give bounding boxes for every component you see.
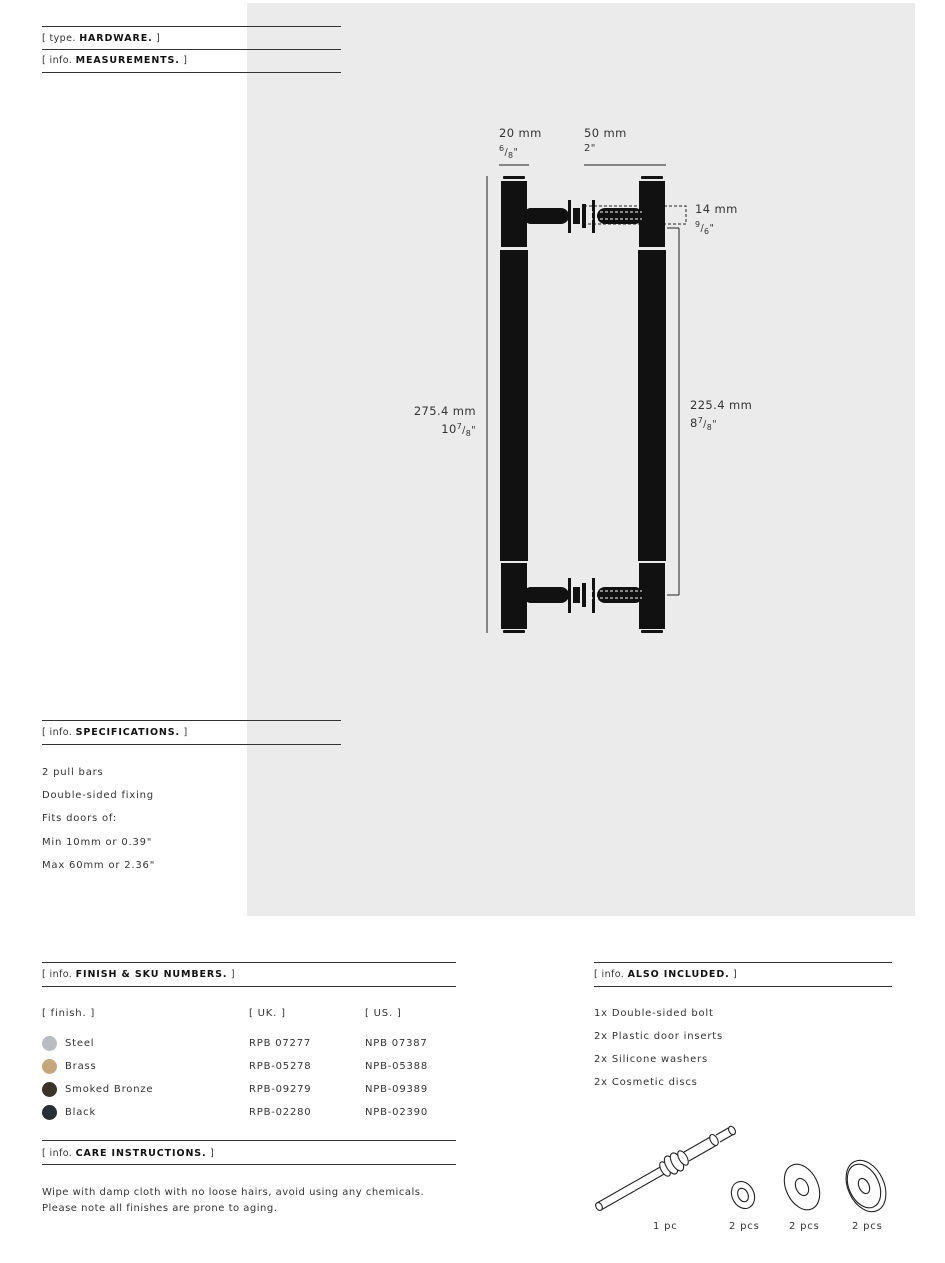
header-label: HARDWARE. — [79, 33, 153, 44]
header-suffix: ] — [209, 1148, 215, 1159]
included-item: 2x Plastic door inserts — [594, 1031, 723, 1042]
dimension-mm: 14 mm — [695, 202, 738, 216]
inch-denominator: 8 — [465, 429, 472, 439]
header-label: SPECIFICATIONS. — [75, 727, 181, 738]
header-suffix: ] — [156, 33, 161, 44]
included-item: 2x Cosmetic discs — [594, 1077, 698, 1088]
part-quantity: 2 pcs — [852, 1221, 883, 1232]
silicone-washer-illustration — [777, 1158, 826, 1215]
dimension-inch: $8^7/_8$" — [690, 416, 717, 433]
header-label: CARE INSTRUCTIONS. — [75, 1148, 207, 1159]
included-item: 1x Double-sided bolt — [594, 1008, 714, 1019]
header-prefix: [ info. — [42, 1148, 73, 1159]
dimension-inch: 2" — [584, 143, 596, 154]
dimension-inch: $^9/_6$" — [695, 220, 715, 237]
uk-sku: RPB-02280 — [249, 1107, 312, 1118]
care-text: Please note all finishes are prone to aging. — [42, 1203, 278, 1214]
inch-unit: " — [709, 223, 715, 235]
header-prefix: [ info. — [42, 55, 73, 66]
inch-numerator: 7 — [697, 416, 704, 425]
finish-name: Black — [65, 1107, 97, 1118]
inch-denominator: 8 — [706, 423, 713, 433]
us-sku: NPB-09389 — [365, 1084, 428, 1095]
uk-sku: RPB-09279 — [249, 1084, 312, 1095]
plastic-insert-illustration — [727, 1178, 759, 1213]
double-sided-bolt-illustration — [594, 1125, 737, 1212]
inch-whole: 10 — [441, 422, 457, 437]
uk-sku: RPB 07277 — [249, 1038, 312, 1049]
uk-sku: RPB-05278 — [249, 1061, 312, 1072]
spec-item: 2 pull bars — [42, 767, 104, 778]
spec-item: Fits doors of: — [42, 813, 118, 824]
header-prefix: [ info. — [594, 969, 625, 980]
dimension-mm: 20 mm — [499, 126, 542, 140]
header-suffix: ] — [183, 727, 188, 738]
part-quantity: 1 pc — [653, 1221, 678, 1232]
inch-denominator: 6 — [704, 227, 710, 237]
inch-unit: " — [513, 147, 519, 159]
inch-unit: " — [712, 419, 717, 431]
cosmetic-disc-illustration — [838, 1154, 893, 1218]
header-label: MEASUREMENTS. — [75, 55, 180, 66]
header-suffix: ] — [183, 55, 188, 66]
header-prefix: [ type. — [42, 33, 76, 44]
header-label: ALSO INCLUDED. — [627, 969, 730, 980]
header-prefix: [ info. — [42, 727, 73, 738]
dimension-mm: 225.4 mm — [690, 398, 753, 412]
us-sku: NPB-05388 — [365, 1061, 428, 1072]
dimension-mm: 50 mm — [584, 126, 627, 140]
column-header-uk: [ UK. ] — [249, 1008, 286, 1019]
inch-numerator: 6 — [499, 144, 505, 153]
part-quantity: 2 pcs — [789, 1221, 820, 1232]
spec-item: Max 60mm or 2.36" — [42, 860, 156, 871]
inch-numerator: 9 — [695, 220, 701, 229]
inch-numerator: 7 — [456, 422, 463, 431]
us-sku: NPB-02390 — [365, 1107, 428, 1118]
finish-name: Steel — [65, 1038, 95, 1049]
header-suffix: ] — [733, 969, 738, 980]
header-suffix: ] — [230, 969, 235, 980]
care-text: Wipe with damp cloth with no loose hairs, avoid using any chemicals. — [42, 1187, 425, 1198]
dimension-inch: $^6/_8$" — [499, 144, 519, 161]
inch-whole: 8 — [690, 416, 698, 431]
dimension-inch: $10^7/_8$" — [441, 422, 476, 439]
part-quantity: 2 pcs — [729, 1221, 760, 1232]
finish-name: Brass — [65, 1061, 97, 1072]
column-header-us: [ US. ] — [365, 1008, 402, 1019]
header-label: FINISH & SKU NUMBERS. — [75, 969, 228, 980]
header-prefix: [ info. — [42, 969, 73, 980]
spec-item: Min 10mm or 0.39" — [42, 837, 153, 848]
dimension-mm: 275.4 mm — [413, 404, 476, 418]
finish-name: Smoked Bronze — [65, 1084, 154, 1095]
us-sku: NPB 07387 — [365, 1038, 428, 1049]
spec-item: Double-sided fixing — [42, 790, 154, 801]
column-header-finish: [ finish. ] — [42, 1008, 96, 1019]
inch-denominator: 8 — [508, 151, 514, 161]
inch-unit: " — [471, 425, 476, 437]
included-item: 2x Silicone washers — [594, 1054, 708, 1065]
